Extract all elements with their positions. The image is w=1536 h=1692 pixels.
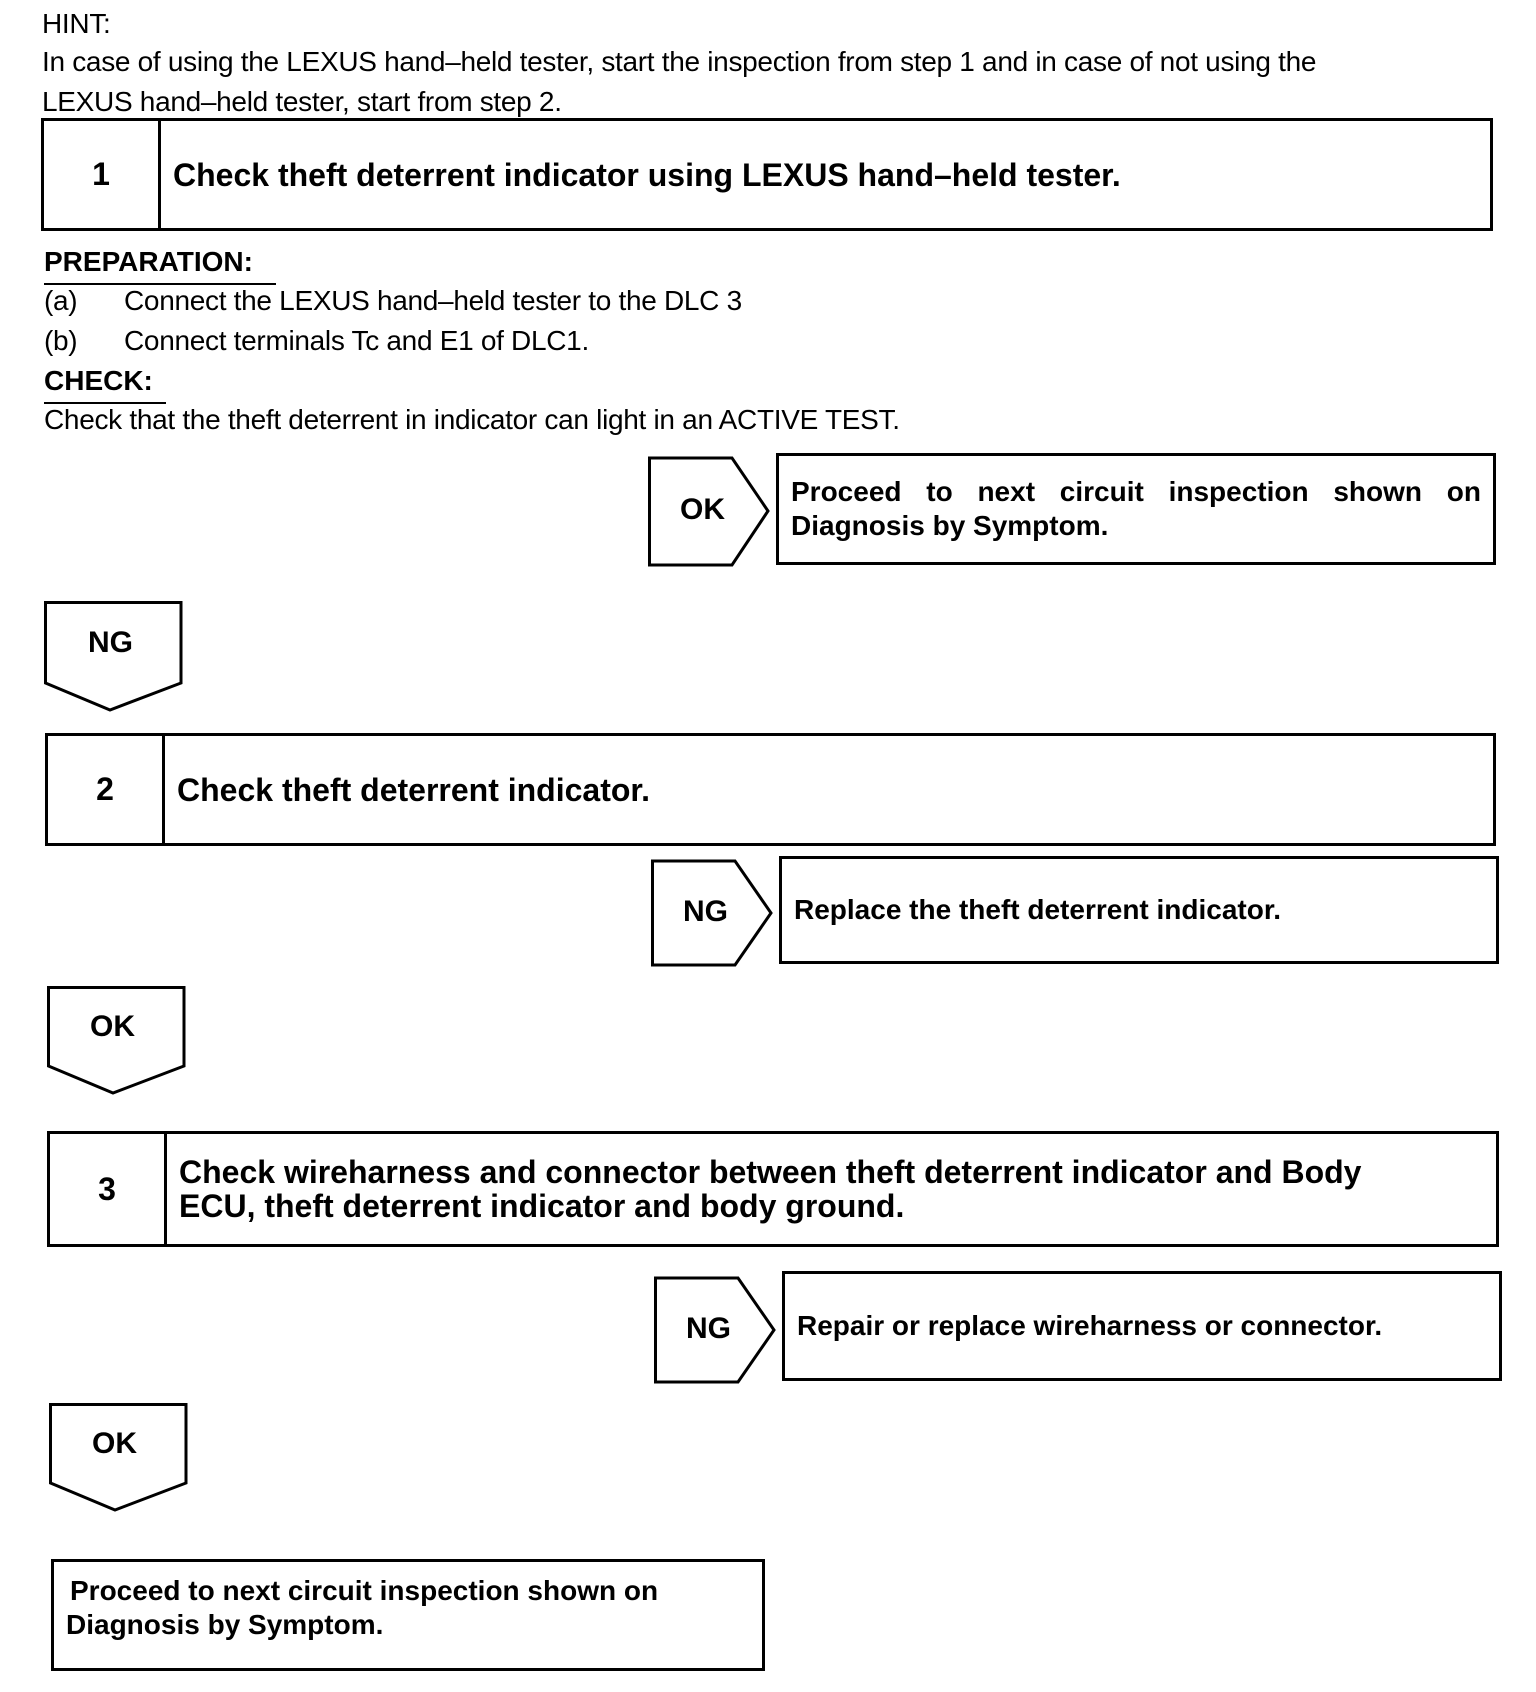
final-result-box [51,1559,765,1671]
step-1-ng-down-label: NG [88,626,133,659]
step-1-ng-down-tag [44,601,184,713]
step-3-title-line1: Check wireharness and connector between theft deterrent indicator and Body [179,1154,1362,1190]
step-3-ng-result-text: Repair or replace wireharness or connector. [797,1310,1383,1341]
step-3-ng-result-box [782,1271,1502,1381]
preparation-heading [44,245,253,279]
step-3-ng-tag [654,1275,778,1385]
step-1-ok-result-line2: Diagnosis by Symptom. [791,510,1109,541]
step-2-number: 2 [48,736,165,843]
prep-item-b-marker: (b) [44,325,78,356]
step-2-ng-result-box [779,856,1499,964]
check-label: CHECK: [44,365,153,396]
step-3-number: 3 [50,1134,167,1244]
prep-item-a-marker: (a) [44,285,78,316]
step-2-ng-label: NG [683,895,728,928]
step-3-title [167,1134,1496,1244]
step-1-ok-label: OK [680,493,725,526]
hint-text-line1: In case of using the LEXUS hand–held tester, start the inspection from step 1 and in case of not using the [42,46,1317,77]
step-1-number: 1 [44,121,161,228]
final-result-line1: Proceed to next circuit inspection shown on [70,1575,659,1606]
hint-label: HINT: [42,8,111,39]
step-2-ok-down-label: OK [90,1010,135,1043]
step-3-title-line2: ECU, theft deterrent indicator and body ground. [179,1188,905,1224]
prep-item-b-text: Connect terminals Tc and E1 of DLC1. [124,325,589,356]
final-result-line2: Diagnosis by Symptom. [66,1609,384,1640]
check-heading [44,364,153,398]
step-2-ok-down-tag [47,986,187,1096]
step-3-box [47,1131,1499,1247]
step-1-ok-tag [648,455,772,568]
step-1-ok-result-box [776,453,1496,565]
step-3-ng-label: NG [686,1312,731,1345]
prep-item-a-text: Connect the LEXUS hand–held tester to the DLC 3 [124,285,742,316]
step-3-ok-down-tag [49,1403,189,1513]
step-2-ng-tag [651,858,775,968]
preparation-label: PREPARATION: [44,246,253,277]
step-1-ok-result-line1: Proceed to next circuit inspection shown on [791,476,1481,507]
step-2-box [45,733,1496,846]
step-2-title: Check theft deterrent indicator. [177,771,650,808]
step-2-ng-result-text: Replace the theft deterrent indicator. [794,894,1281,925]
hint-text-line2: LEXUS hand–held tester, start from step 2. [42,86,562,117]
step-1-box [41,118,1493,231]
check-text: Check that the theft deterrent in indicator can light in an ACTIVE TEST. [44,404,900,435]
step-3-ok-down-label: OK [92,1427,137,1460]
step-1-title: Check theft deterrent indicator using LEXUS hand–held tester. [173,156,1121,193]
